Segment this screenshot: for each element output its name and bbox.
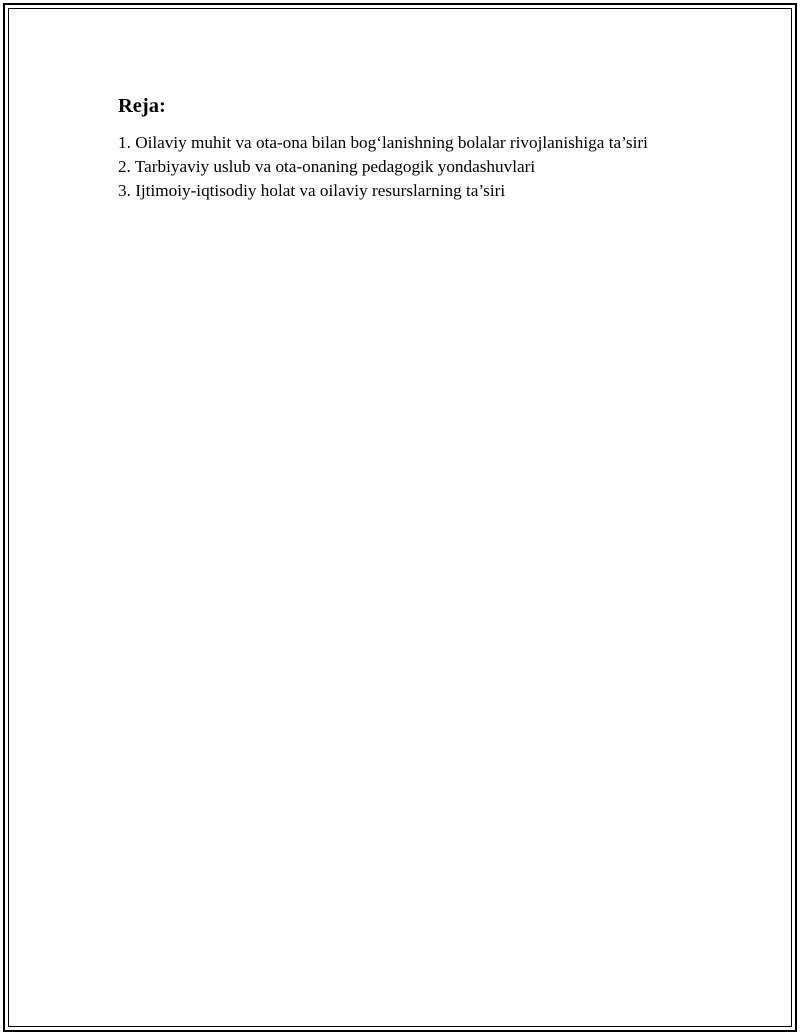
- plan-heading: Reja:: [118, 95, 166, 117]
- plan-item-3: 3. Ijtimoiy-iqtisodiy holat va oilaviy resurslarning ta’siri: [118, 181, 506, 200]
- page-content: [118, 93, 678, 203]
- plan-list: [118, 131, 678, 203]
- plan-item-2: 2. Tarbiyaviy uslub va ota-onaning pedagogik yondashuvlari: [118, 157, 536, 176]
- plan-item-1: 1. Oilaviy muhit va ota-ona bilan bog‘lanishning bolalar rivojlanishiga ta’siri: [118, 133, 648, 152]
